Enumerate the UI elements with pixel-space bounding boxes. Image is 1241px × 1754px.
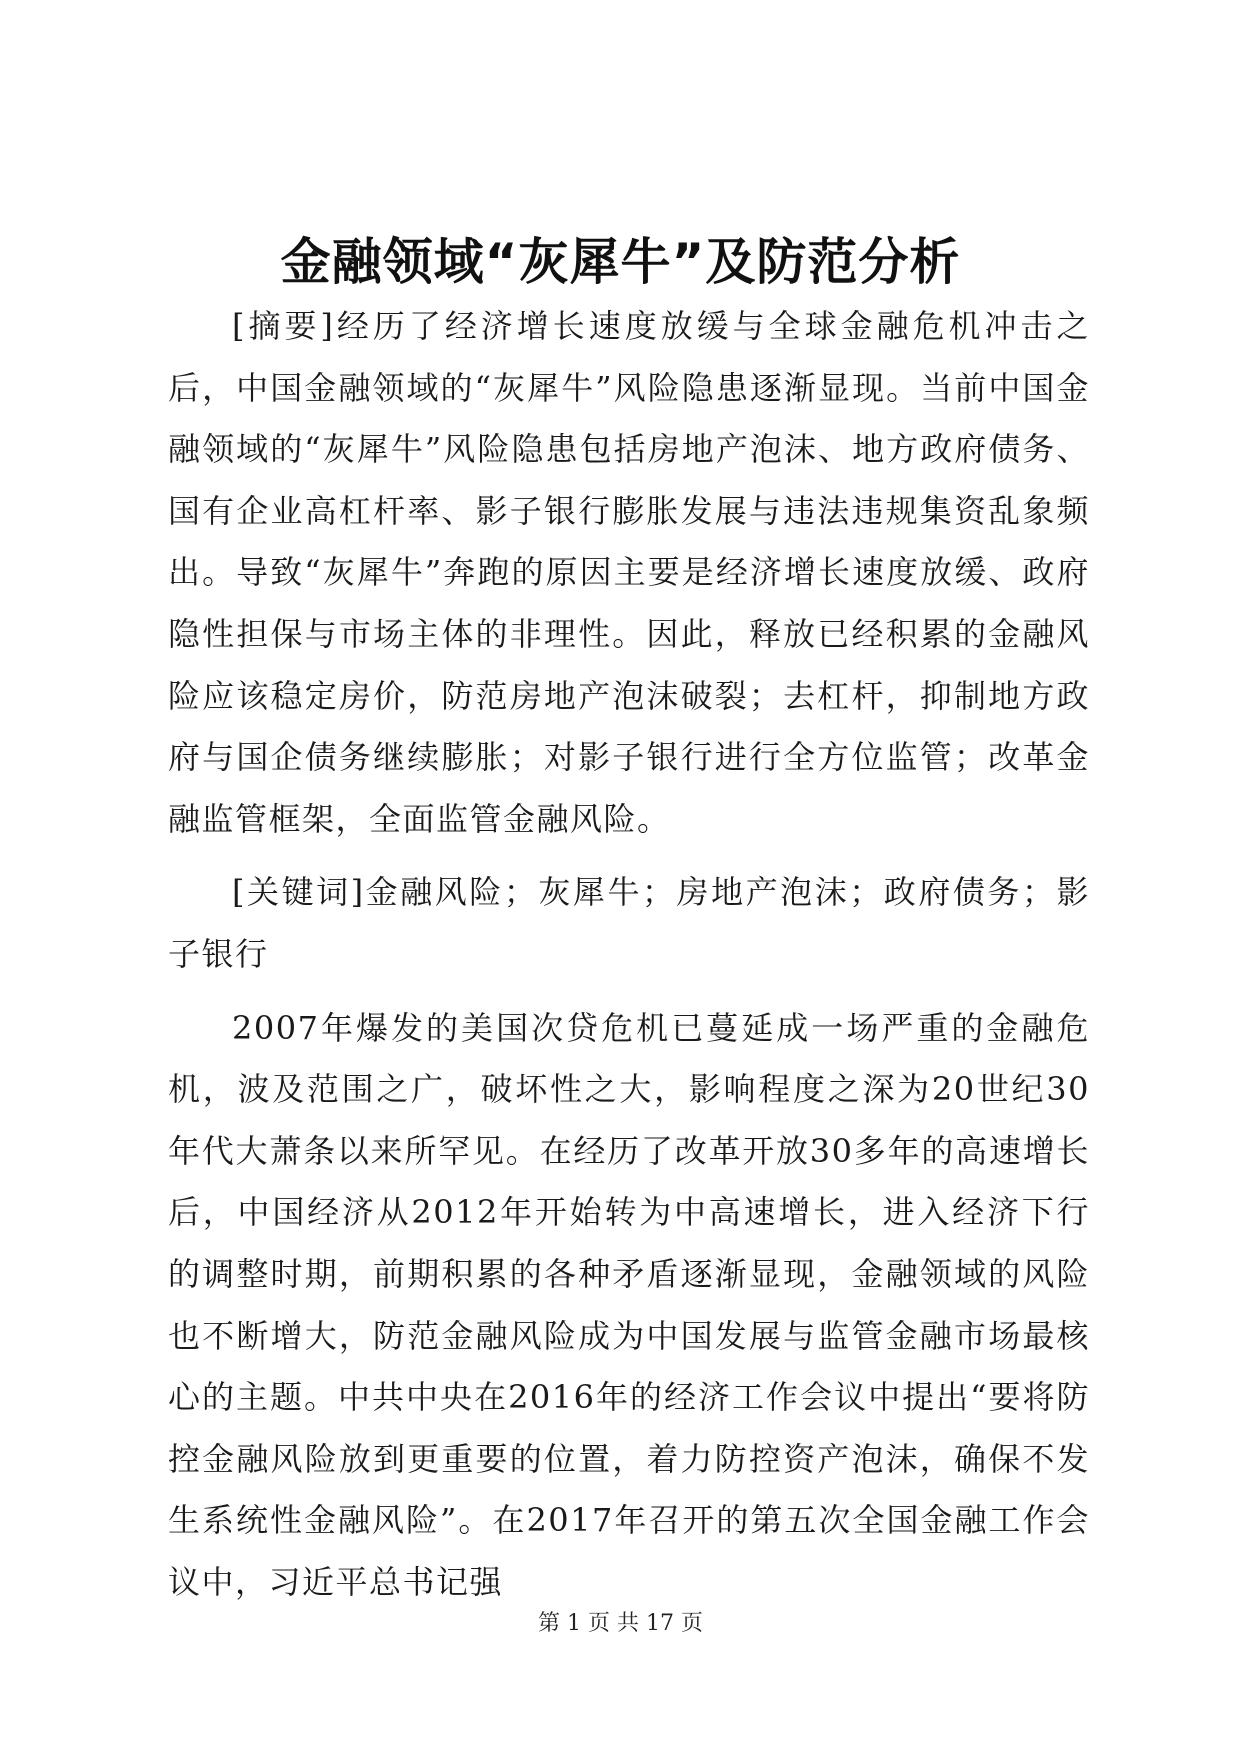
abstract-paragraph: [摘要]经历了经济增长速度放缓与全球金融危机冲击之后，中国金融领域的“灰犀牛”风险隐患逐渐显现。当前中国金融领域的“灰犀牛”风险隐患包括房地产泡沫、地方政府债务、国有企业高杠杆率、影子银行膨胀发展与违法违规集资乱象频出。导致“灰犀牛”奔跑的原因主要是经济增长速度放缓、政府隐性担保与市场主体的非理性。因此，释放已经积累的金融风险应该稳定房价，防范房地产泡沫破裂；去杠杆，抑制地方政府与国企债务继续膨胀；对影子银行进行全方位监管；改革金融监管框架，全面监管金融风险。 [168,307,1090,838]
document-body [168,296,1090,1625]
keywords-paragraph: [关键词]金融风险；灰犀牛；房地产泡沫；政府债务；影子银行 [168,873,1090,973]
page-footer: 第 1 页 共 17 页 [538,1611,703,1636]
body-paragraph: 2007年爆发的美国次贷危机已蔓延成一场严重的金融危机，波及范围之广，破坏性之大，影响程度之深为20世纪30年代大萧条以来所罕见。在经历了改革开放30多年的高速增长后，中国经济从2012年开始转为中高速增长，进入经济下行的调整时期，前期积累的各种矛盾逐渐显现，金融领域的风险也不断增大，防范金融风险成为中国发展与监管金融市场最核心的主题。中共中央在2016年的经济工作会议中提出“要将防控金融风险放到更重要的位置，着力防控资产泡沫，确保不发生系统性金融风险”。在2017年召开的第五次全国金融工作会议中，习近平总书记强 [168,1008,1090,1601]
page-title: 金融领域“灰犀牛”及防范分析 [280,233,961,291]
